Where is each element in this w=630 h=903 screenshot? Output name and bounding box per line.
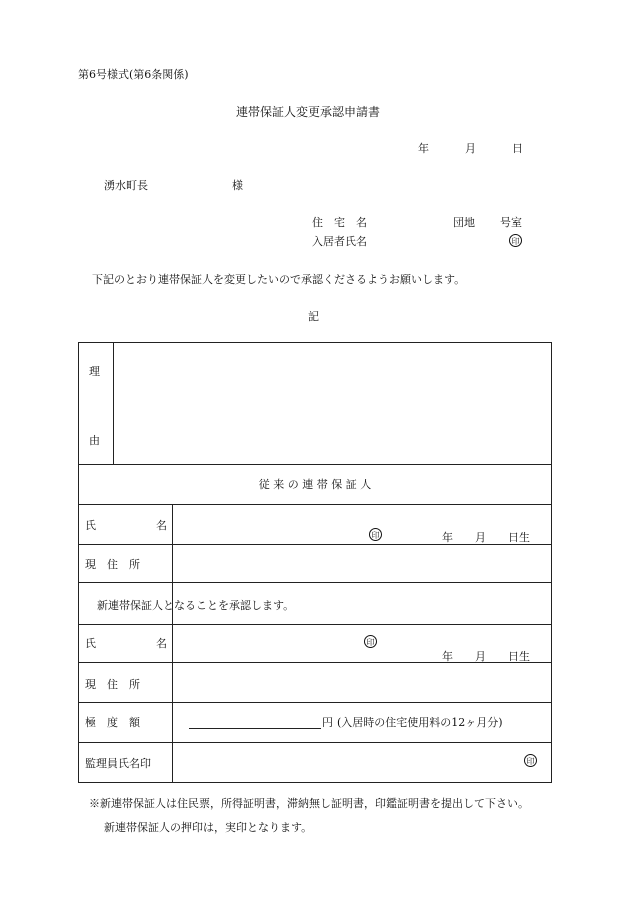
former-address-field[interactable] <box>174 546 549 580</box>
application-table <box>78 342 552 783</box>
new-address-field[interactable] <box>174 664 549 700</box>
danchi-label: 団地 <box>453 216 475 229</box>
note-seal: 新連帯保証人の押印は，実印となります。 <box>104 821 313 834</box>
former-birthdate: 年 月 日生 <box>442 531 530 544</box>
former-guarantor-header: 従 来 の 連 帯 保 証 人 <box>258 478 372 491</box>
former-name-label-2: 名 <box>156 519 167 532</box>
limit-amount-note: (入居時の住宅使用料の12ヶ月分) <box>337 716 503 729</box>
supervisor-seal-icon: 印 <box>524 754 537 767</box>
addressee-name: 湧水町長 <box>104 179 148 192</box>
date-day: 日 <box>512 142 523 155</box>
note-documents: ※新連帯保証人は住民票，所得証明書，滞納無し証明書，印鑑証明書を提出して下さい。 <box>89 797 529 810</box>
new-seal-icon: 印 <box>364 635 377 648</box>
new-birthdate: 年 月 日生 <box>442 650 530 663</box>
request-text: 下記のとおり連帯保証人を変更したいので承認くださるようお願いします。 <box>92 273 466 286</box>
supervisor-label: 監理員氏名印 <box>85 757 151 770</box>
consent-text: 新連帯保証人となることを承認します。 <box>97 599 295 612</box>
room-label: 号室 <box>500 216 522 229</box>
reason-label-top: 理 <box>89 365 100 378</box>
reason-field[interactable] <box>115 344 551 463</box>
addressee-honorific: 様 <box>232 179 243 192</box>
new-name-field[interactable] <box>174 626 354 660</box>
former-seal-icon: 印 <box>369 528 382 541</box>
supervisor-field[interactable] <box>174 744 514 781</box>
limit-amount-field[interactable] <box>189 712 321 729</box>
resident-name-label: 入居者氏名 <box>312 235 367 248</box>
form-number: 第6号様式(第6条関係) <box>78 68 189 81</box>
new-name-label-2: 名 <box>156 637 167 650</box>
reason-label-bottom: 由 <box>89 434 100 447</box>
former-address-label: 現 住 所 <box>85 558 140 571</box>
new-address-label: 現 住 所 <box>85 678 140 691</box>
yen-label: 円 <box>322 716 333 729</box>
residence-label: 住 宅 名 <box>312 216 367 229</box>
former-name-field[interactable] <box>174 506 354 542</box>
date-month: 月 <box>465 142 476 155</box>
date-year: 年 <box>418 142 429 155</box>
former-name-label-1: 氏 <box>85 519 96 532</box>
applicant-seal-icon: 印 <box>509 234 522 247</box>
ki-label: 記 <box>308 310 319 323</box>
new-name-label-1: 氏 <box>85 637 96 650</box>
document-title: 連帯保証人変更承認申請書 <box>236 105 381 119</box>
limit-amount-label: 極 度 額 <box>85 716 140 729</box>
